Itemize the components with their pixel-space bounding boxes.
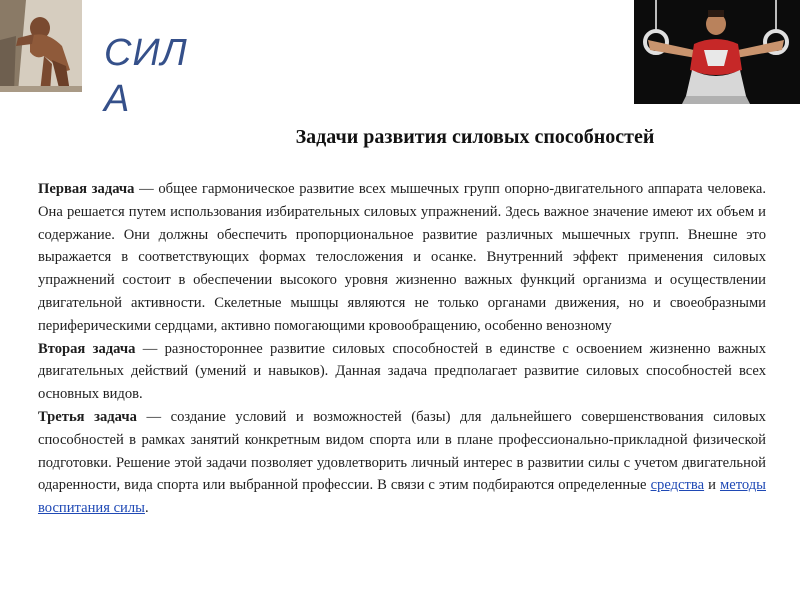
- figure-pushing-block-photo: [0, 0, 82, 92]
- figure-illustration: [0, 0, 82, 92]
- task-1-term: Первая задача: [38, 181, 135, 197]
- link-means[interactable]: средства: [650, 477, 705, 494]
- paragraph-task-3: [38, 406, 766, 520]
- slide-title: СИЛ А: [104, 32, 188, 120]
- task-3-term: Третья задача: [38, 408, 137, 425]
- task-3-end: .: [144, 500, 149, 517]
- paragraph-task-2: [38, 338, 766, 406]
- page-heading: Задачи развития силовых способностей: [295, 126, 655, 148]
- task-2-text: — разностороннее развитие силовых способностей в единстве с освоением жизненно важных двигательных действий (умений и навыков). Данная задача предполагает развитие силовых способностей всех основных видов.: [38, 340, 766, 403]
- paragraph-task-1: [38, 178, 766, 338]
- gymnast-on-rings-photo: [634, 0, 800, 104]
- gymnast-illustration: [634, 0, 800, 104]
- task-3-and: и: [704, 477, 720, 494]
- link-strength-methods[interactable]: методы воспитания силы: [38, 477, 766, 517]
- task-1-text: — общее гармоническое развитие всех мышечных групп опорно-двигательного аппарата человека. Она решается путем использования избирательных силовых упражнений. Здесь важное значение имеют их объем и содержание. Они должны обеспечить пропорциональное развитие различных мышечных групп. Внешне это выражается в соответствующих формах телосложения и осанке. Внутренний эффект применения силовых упражнений состоит в обеспечении высокого уровня жизненно важных функций организма и осуществлении двигательной активности. Скелетные мышцы являются не только органами движения, но и своеобразными периферическими сердцами, активно помогающими кровообращению, особенно венозному: [38, 181, 766, 334]
- body-text: [38, 178, 766, 520]
- task-3-text: — создание условий и возможностей (базы) для дальнейшего совершенствования силовых способностей в рамках занятий конкретным видом спорта или в плане профессионально-прикладной физической подготовки. Решение этой задачи позволяет удовлетворить личный интерес в развитии силы с учетом двигательной одаренности, вида спорта или выбранной профессии. В связи с этим подбираются определенные: [38, 408, 766, 494]
- task-2-term: Вторая задача: [38, 340, 136, 357]
